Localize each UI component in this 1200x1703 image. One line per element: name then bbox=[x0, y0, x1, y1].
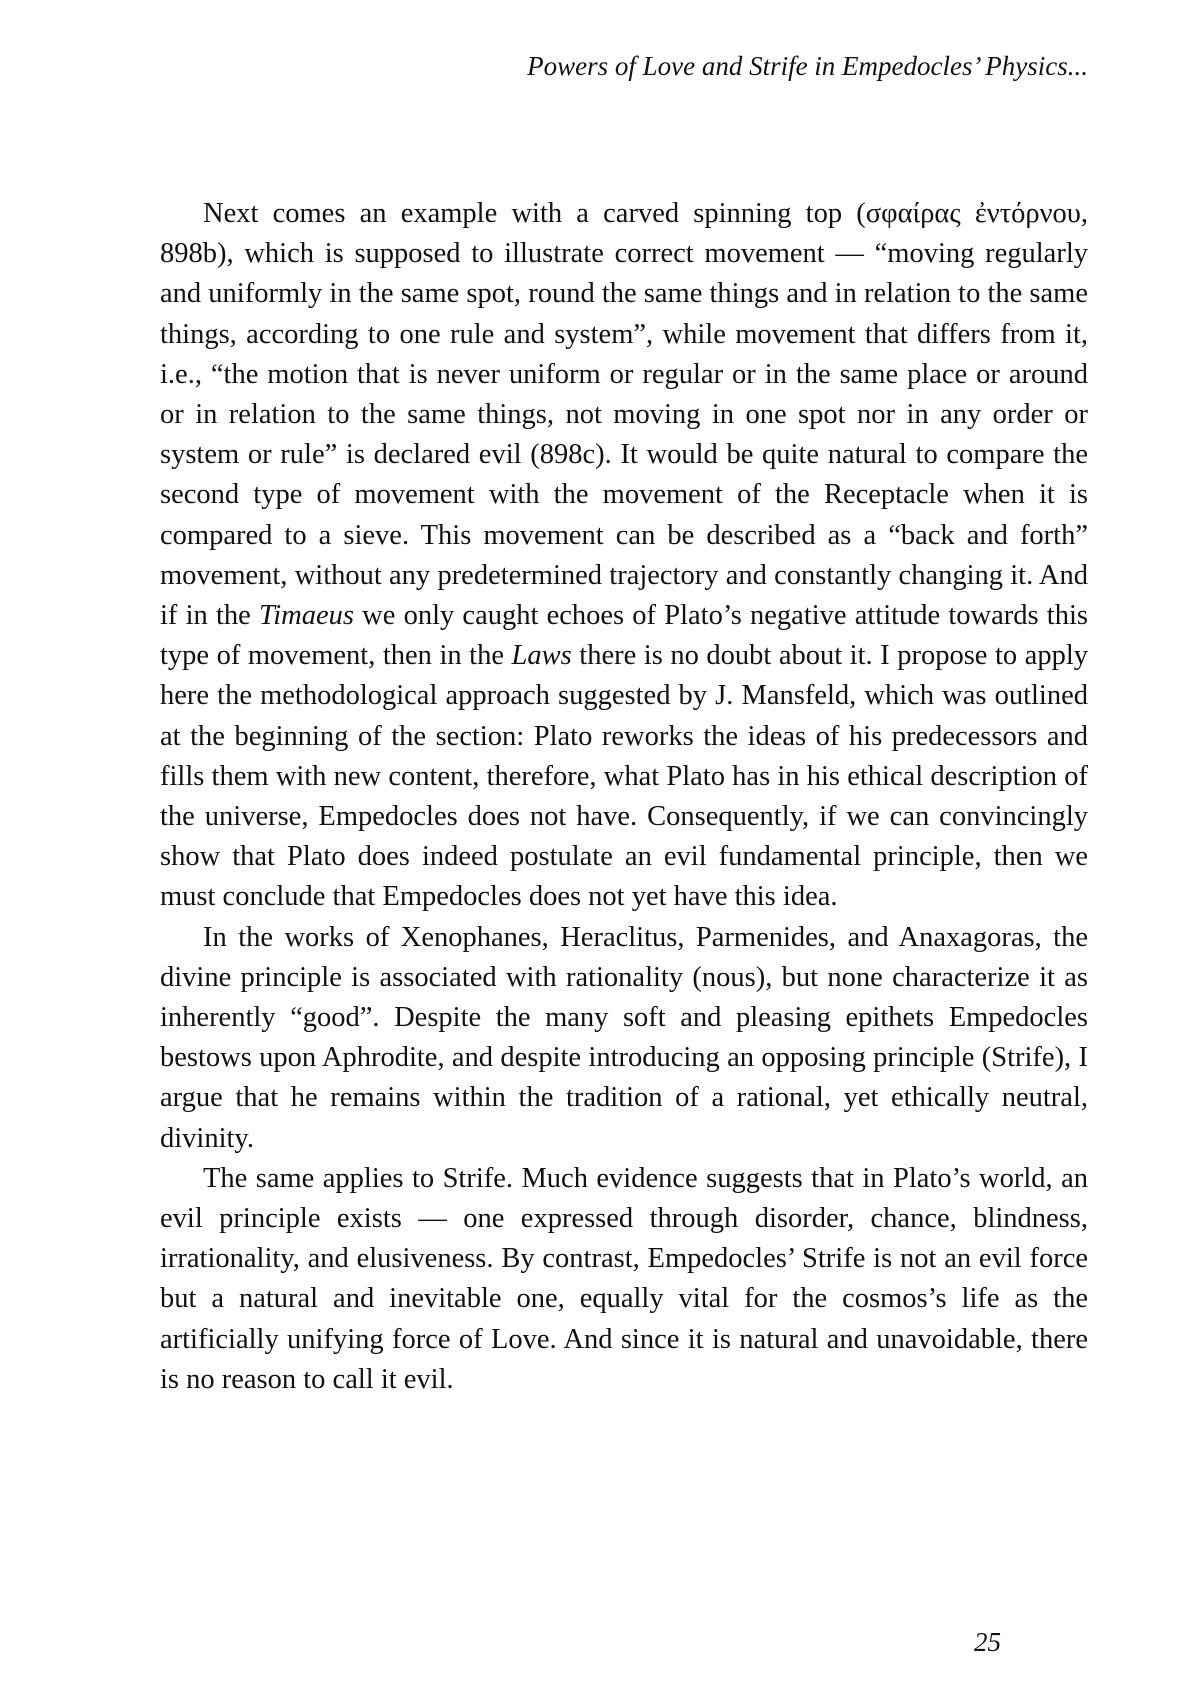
text-run: there is no doubt about it. I propose to apply here the methodological approach suggested by J. Mansfeld, which was outlined at the beginning of the section: Plato reworks the ideas of his predecessors and fills them with new content, therefore, what Plato has in his ethical description of the universe, Empedocles does not have. Consequently, if we can convincingly show that Plato does indeed postulate an evil fundamental principle, then we must conclude that Empedocles does not yet have this idea. bbox=[160, 640, 1088, 913]
paragraph-2 bbox=[160, 918, 1088, 1159]
paragraph-3 bbox=[160, 1159, 1088, 1400]
text-run: The same applies to Strife. Much evidence suggests that in Plato’s world, an evil principle exists — one expressed through disorder, chance, blindness, irrationality, and elusiveness. By contrast, Empedocles’ Strife is not an evil force but a natural and inevitable one, equally vital for the cosmos’s life as the artificially unifying force of Love. And since it is natural and unavoidable, there is no reason to call it evil. bbox=[160, 1162, 1088, 1395]
text-run: we only caught echoes of Plato’s negative attitude towards this type of movement, then in the bbox=[160, 600, 1088, 672]
running-head: Powers of Love and Strife in Empedocles’ Physics... bbox=[527, 51, 1088, 81]
italic-title: Laws bbox=[511, 640, 572, 672]
paragraph-1 bbox=[160, 194, 1088, 918]
text-run: Next comes an example with a carved spinning top (σφαίρας ἐντόρνου, 898b), which is supposed to illustrate correct movement — “moving regularly and uniformly in the same spot, round the same things and in relation to the same things, according to one rule and system”, while movement that differs from it, i.e., “the motion that is never uniform or regular or in the same place or around or in relation to the same things, not moving in one spot nor in any order or system or rule” is declared evil (898c). It would be quite natural to compare the second type of movement with the movement of the Receptacle when it is compared to a sieve. This movement can be described as a “back and forth” movement, without any predetermined trajectory and constantly changing it. And if in the bbox=[160, 198, 1088, 632]
page-number: 25 bbox=[974, 1627, 1001, 1657]
text-run: In the works of Xenophanes, Heraclitus, Parmenides, and Anaxagoras, the divine principle is associated with rationality (nous), but none characterize it as inherently “good”. Despite the many soft and pleasing epithets Empedocles bestows upon Aphrodite, and despite introducing an opposing principle (Strife), I argue that he remains within the tradition of a rational, yet ethically neutral, divinity. bbox=[160, 921, 1088, 1154]
italic-title: Timaeus bbox=[258, 600, 354, 632]
body-text bbox=[160, 194, 1088, 1400]
